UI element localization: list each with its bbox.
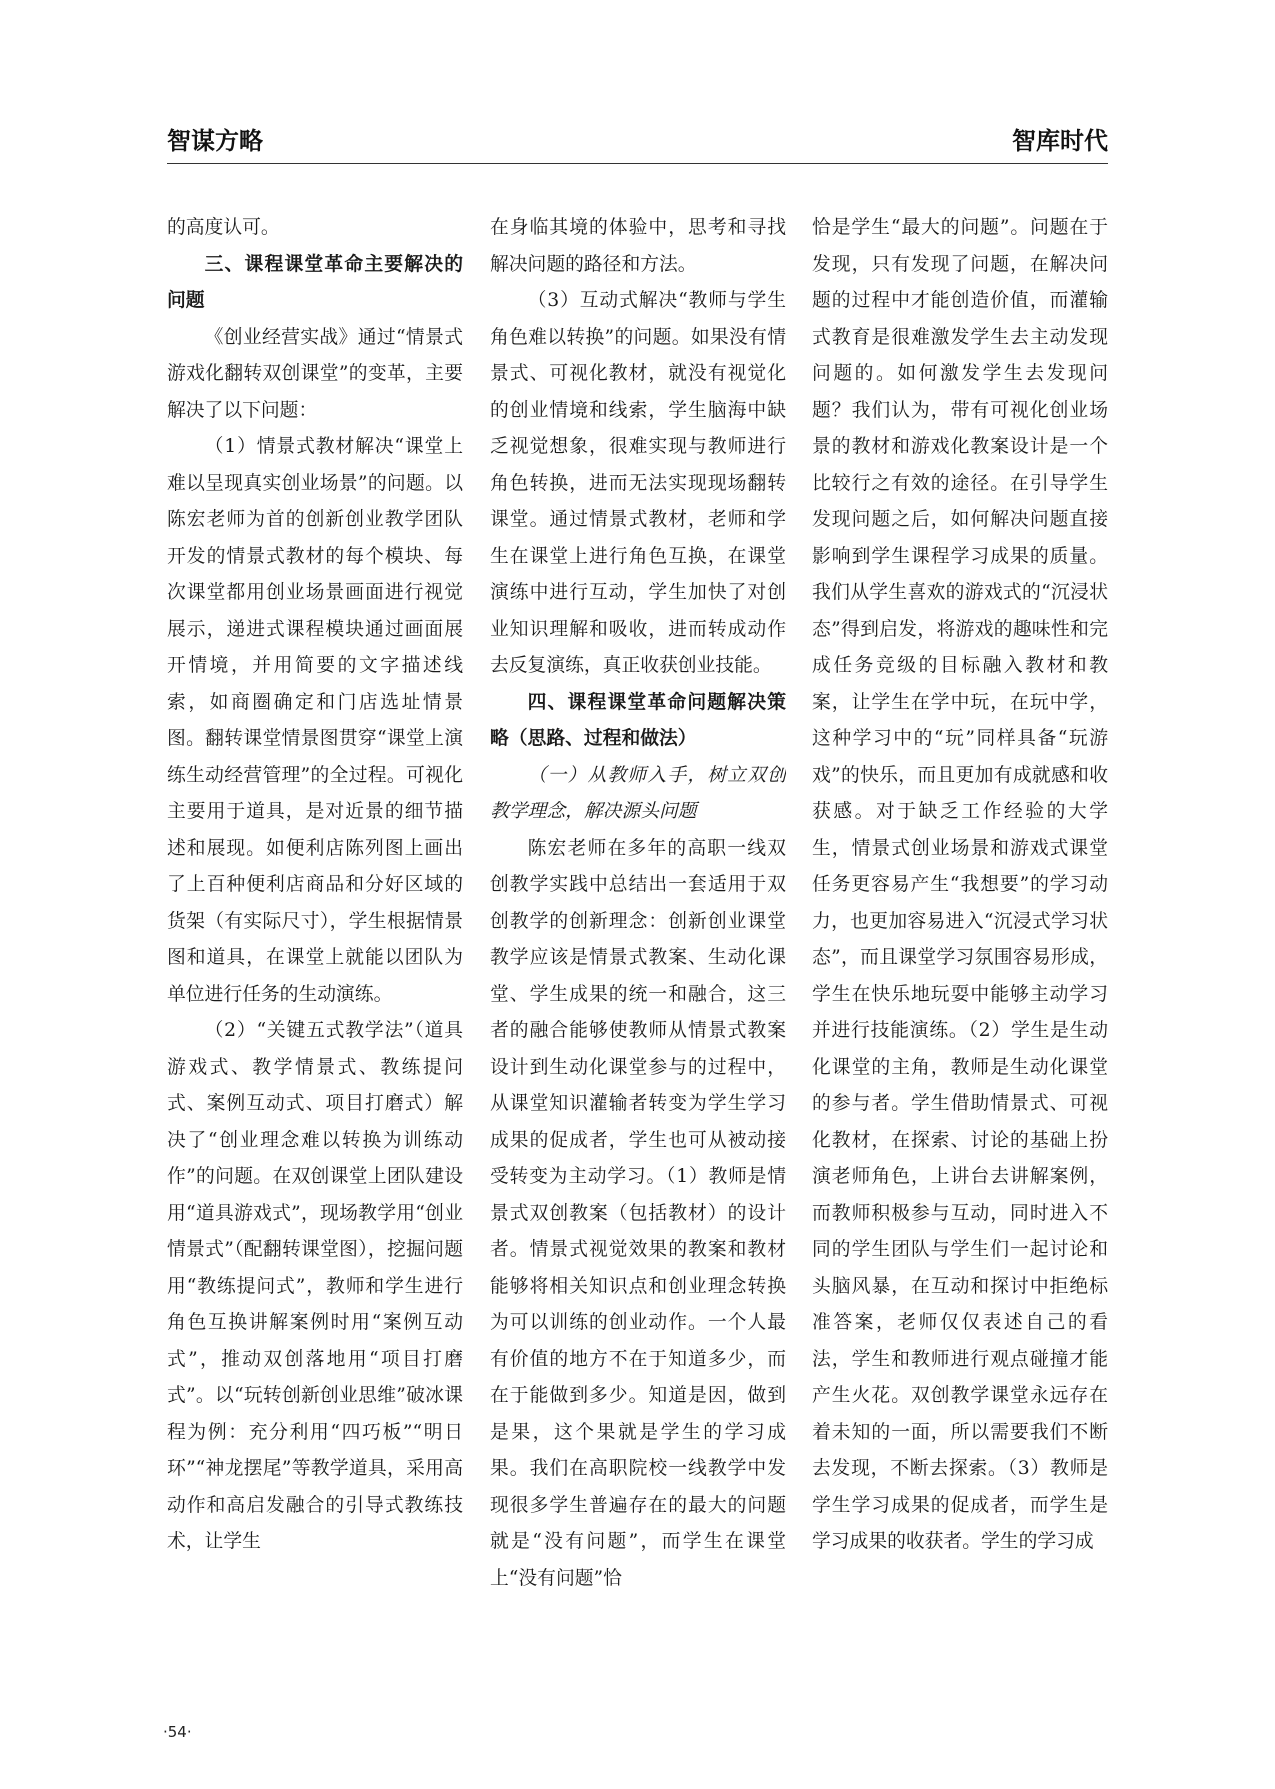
header-divider xyxy=(167,163,1108,164)
text-column-3 xyxy=(812,210,1108,1730)
paragraph: （2）“关键五式教学法”（道具游戏式、教学情景式、教练提问式、案例互动式、项目打磨式）解决了“创业理念难以转换为训练动作”的问题。在双创课堂上团队建设用“道具游戏式”，现场教学用“创业情景式”（配翻转课堂图），挖掘问题用“教练提问式”，教师和学生进行角色互换讲解案例时用“案例互动式”，推动双创落地用“项目打磨式”。以“玩转创新创业思维”破冰课程为例：充分利用“四巧板”“明日环”“神龙摆尾”等教学道具，采用高动作和高启发融合的引导式教练技术，让学生 xyxy=(167,1020,463,1552)
text-column-2 xyxy=(490,210,786,1730)
paragraph: 的高度认可。 xyxy=(167,217,280,238)
text-column-1 xyxy=(167,210,463,1730)
paragraph: （1）情景式教材解决“课堂上难以呈现真实创业场景”的问题。以陈宏老师为首的创新创业教学团队开发的情景式教材的每个模块、每次课堂都用创业场景画面进行视觉展示，递进式课程模块通过画面展开情境，并用简要的文字描述线索，如商圈确定和门店选址情景图。翻转课堂情景图贯穿“课堂上演练生动经营管理”的全过程。可视化主要用于道具，是对近景的细节描述和展现。如便利店陈列图上画出了上百种便利店商品和分好区域的货架（有实际尺寸），学生根据情景图和道具，在课堂上就能以团队为单位进行任务的生动演练。 xyxy=(167,436,463,1005)
paragraph: 恰是学生“最大的问题”。问题在于发现，只有发现了问题，在解决问题的过程中才能创造价值，而灌输式教育是很难激发学生去主动发现问题的。如何激发学生去发现问题？我们认为，带有可视化创业场景的教材和游戏化教案设计是一个比较行之有效的途径。在引导学生发现问题之后，如何解决问题直接影响到学生课程学习成果的质量。我们从学生喜欢的游戏式的“沉浸状态”得到启发，将游戏的趣味性和完成任务竞级的目标融入教材和教案，让学生在学中玩，在玩中学，这种学习中的“玩”同样具备“玩游戏”的快乐，而且更加有成就感和收获感。对于缺乏工作经验的大学生，情景式创业场景和游戏式课堂任务更容易产生“我想要”的学习动力，也更加容易进入“沉浸式学习状态”，而且课堂学习氛围容易形成，学生在快乐地玩耍中能够主动学习并进行技能演练。（2）学生是生动化课堂的主角，教师是生动化课堂的参与者。学生借助情景式、可视化教材，在探索、讨论的基础上扮演老师角色，上讲台去讲解案例，而教师积极参与互动，同时进入不同的学生团队与学生们一起讨论和头脑风暴，在互动和探讨中拒绝标准答案，老师仅仅表述自己的看法，学生和教师进行观点碰撞才能产生火花。双创教学课堂永远存在着未知的一面，所以需要我们不断去发现，不断去探索。（3）教师是学生学习成果的促成者，而学生是学习成果的收获者。学生的学习成 xyxy=(812,217,1108,1552)
paragraph: 《创业经营实战》通过“情景式游戏化翻转双创课堂”的变革，主要解决了以下问题： xyxy=(167,326,463,421)
page-number: ·54· xyxy=(163,1723,192,1741)
section-heading: 三、课程课堂革命主要解决的问题 xyxy=(167,253,463,311)
section-title: 智谋方略 xyxy=(167,127,263,155)
section-heading: 四、课程课堂革命问题解决策略（思路、过程和做法） xyxy=(490,691,786,749)
paragraph: 陈宏老师在多年的高职一线双创教学实践中总结出一套适用于双创教学的创新理念：创新创业课堂教学应该是情景式教案、生动化课堂、学生成果的统一和融合，这三者的融合能够使教师从情景式教案设计到生动化课堂参与的过程中，从课堂知识灌输者转变为学生学习成果的促成者，学生也可从被动接受转变为主动学习。（1）教师是情景式双创教案（包括教材）的设计者。情景式视觉效果的教案和教材能够将相关知识点和创业理念转换为可以训练的创业动作。一个人最有价值的地方不在于知道多少，而在于能做到多少。知道是因，做到是果，这个果就是学生的学习成果。我们在高职院校一线教学中发现很多学生普遍存在的最大的问题就是“没有问题”，而学生在课堂上“没有问题”恰 xyxy=(490,837,786,1589)
paragraph: 在身临其境的体验中，思考和寻找解决问题的路径和方法。 xyxy=(490,217,786,275)
running-header xyxy=(167,125,1108,165)
paragraph: （3）互动式解决“教师与学生角色难以转换”的问题。如果没有情景式、可视化教材，就没有视觉化的创业情境和线索，学生脑海中缺乏视觉想象，很难实现与教师进行角色转换，进而无法实现现场翻转课堂。通过情景式教材，老师和学生在课堂上进行角色互换，在课堂演练中进行互动，学生加快了对创业知识理解和吸收，进而转成动作去反复演练，真正收获创业技能。 xyxy=(490,290,786,676)
subsection-heading: （一）从教师入手，树立双创教学理念，解决源头问题 xyxy=(490,764,786,822)
journal-title: 智库时代 xyxy=(1012,127,1108,155)
